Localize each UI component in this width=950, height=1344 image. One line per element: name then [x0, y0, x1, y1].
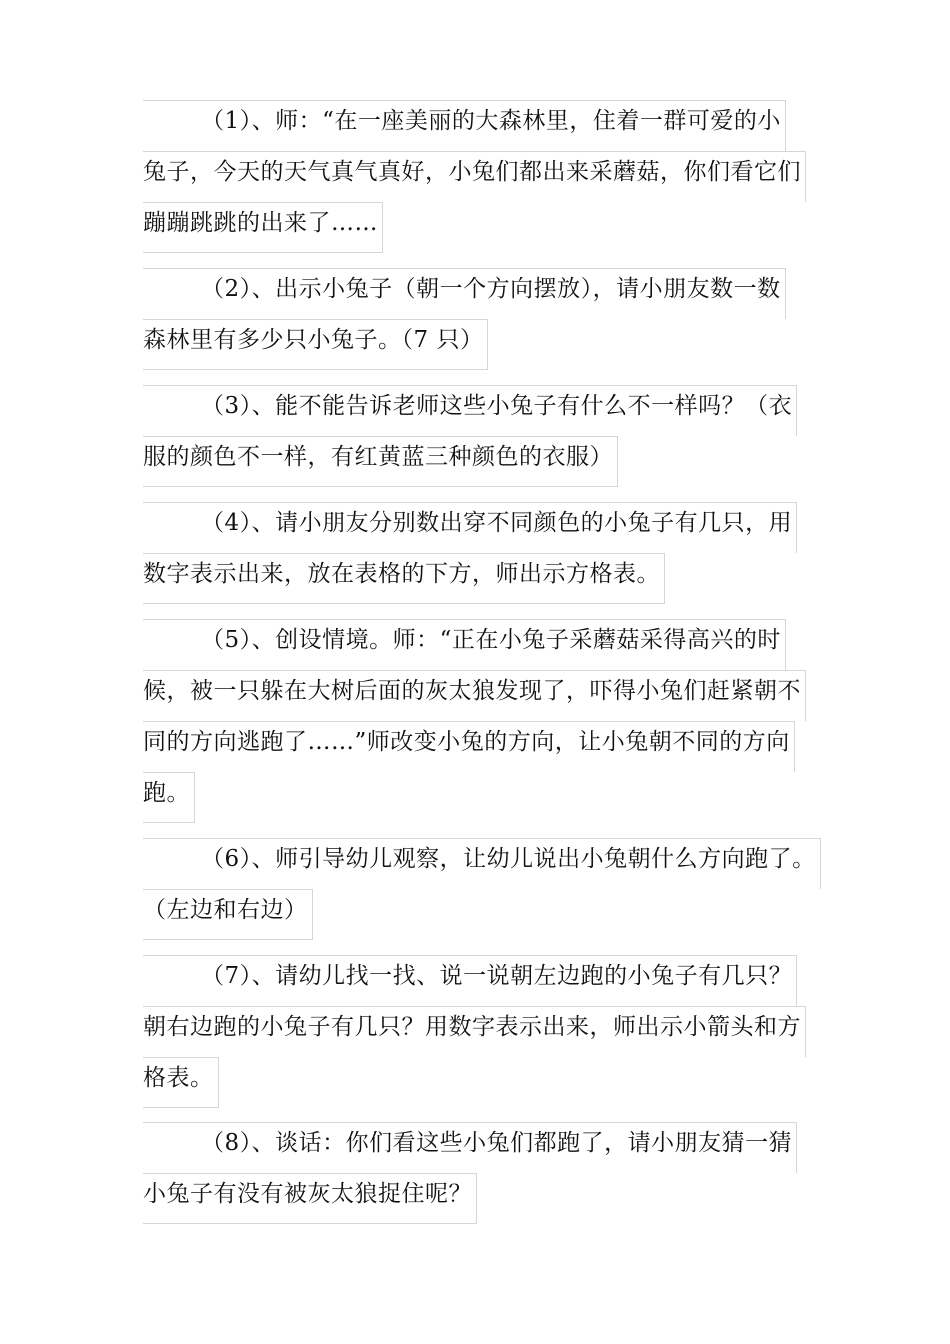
paragraph-line: （8）、谈话：你们看这些小兔们都跑了，请小朋友猜一猜 [143, 1122, 797, 1173]
paragraph-7 [143, 955, 823, 1108]
paragraph-1 [143, 100, 823, 253]
paragraph-line: 蹦蹦跳跳的出来了…… [143, 202, 383, 253]
paragraph-line: 森林里有多少只小兔子。（7 只） [143, 319, 488, 370]
paragraph-line: （左边和右边） [143, 889, 313, 940]
paragraph-5 [143, 619, 823, 823]
paragraph-line: （3）、能不能告诉老师这些小兔子有什么不一样吗？（衣 [143, 385, 797, 436]
paragraph-line: （7）、请幼儿找一找、说一说朝左边跑的小兔子有几只？ [143, 955, 797, 1006]
paragraph-line: 朝右边跑的小兔子有几只？用数字表示出来，师出示小箭头和方 [143, 1006, 806, 1057]
paragraph-line: （1）、师：“在一座美丽的大森林里，住着一群可爱的小 [143, 100, 786, 151]
paragraph-3 [143, 385, 823, 487]
paragraph-2 [143, 268, 823, 370]
paragraph-line: （5）、创设情境。师：“正在小兔子采蘑菇采得高兴的时 [143, 619, 786, 670]
paragraph-line: （2）、出示小兔子（朝一个方向摆放），请小朋友数一数 [143, 268, 786, 319]
paragraph-line: 服的颜色不一样，有红黄蓝三种颜色的衣服） [143, 436, 618, 487]
paragraph-line: 跑。 [143, 772, 195, 823]
paragraph-line: 候，被一只躲在大树后面的灰太狼发现了，吓得小兔们赶紧朝不 [143, 670, 806, 721]
paragraph-line: （4）、请小朋友分别数出穿不同颜色的小兔子有几只，用 [143, 502, 797, 553]
paragraph-line: （6）、师引导幼儿观察，让幼儿说出小兔朝什么方向跑了。 [143, 838, 821, 889]
paragraph-line: 兔子，今天的天气真气真好，小兔们都出来采蘑菇，你们看它们 [143, 151, 806, 202]
paragraph-6 [143, 838, 823, 940]
paragraph-line: 格表。 [143, 1057, 219, 1108]
paragraph-line: 小兔子有没有被灰太狼捉住呢？ [143, 1173, 477, 1224]
paragraph-8 [143, 1122, 823, 1224]
paragraph-4 [143, 502, 823, 604]
paragraph-line: 同的方向逃跑了……”师改变小兔的方向，让小兔朝不同的方向 [143, 721, 795, 772]
paragraph-line: 数字表示出来，放在表格的下方，师出示方格表。 [143, 553, 665, 604]
